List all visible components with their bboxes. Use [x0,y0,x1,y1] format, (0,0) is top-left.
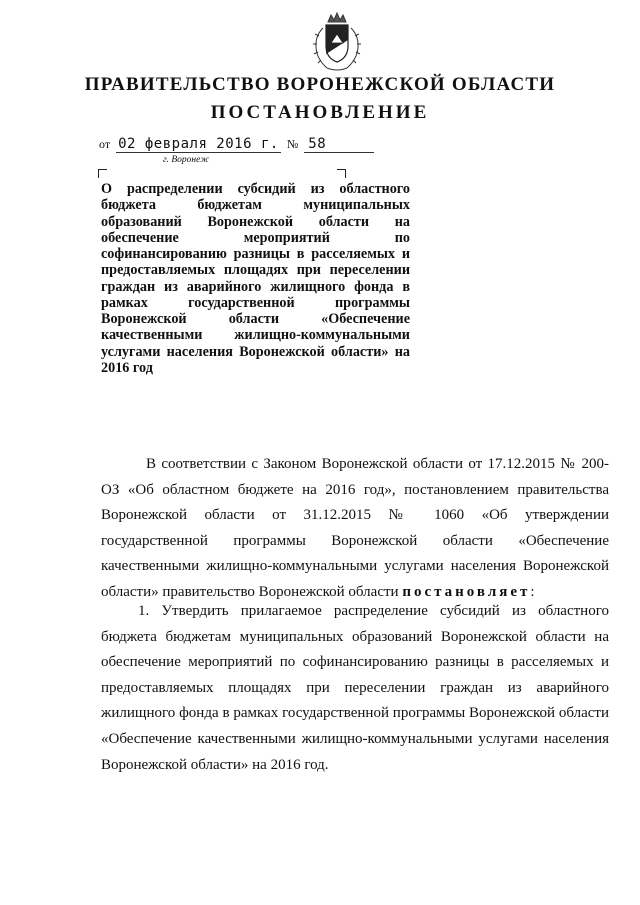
decree-colon: : [530,583,535,600]
preamble-text: В соответствии с Законом Воронежской области от 17.12.2015 № 200-ОЗ «Об областном бюджете на 2016 год», постановлением правительства Воронежской области от 31.12.2015 № 1060 «Об утверждении государственной программы Воронежской области «Обеспечение качественными жилищно-коммунальными услугами населения Воронежской области» правительство Воронежской области [101,456,609,600]
subject-corner-mark-right [337,169,346,178]
document-type-title: ПОСТАНОВЛЕНИЕ [210,102,430,123]
document-subject: О распределении субсидий из областного бюджета бюджетам муниципальных образований Воронежской области на обеспечение мероприятий по софинансированию разницы в расселяемых и предоставляемых площадях при переселении граждан из аварийного жилищного фонда в рамках государственной программы Воронежской области «Обеспечение качественными жилищно-коммунальными услугами населения Воронежской области» на 2016 год [101,181,410,376]
number-label: № [286,137,299,151]
organization-title: ПРАВИТЕЛЬСТВО ВОРОНЕЖСКОЙ ОБЛАСТИ [84,74,556,95]
item-1-paragraph: 1. Утвердить прилагаемое распределение субсидий из областного бюджета бюджетам муниципальных образований Воронежской области на обеспечение мероприятий по софинансированию разницы в расселяемых и предоставляемых площадях при переселении граждан из аварийного жилищного фонда в рамках государственной программы Воронежской области «Обеспечение качественными жилищно-коммунальными услугами населения Воронежской области» на 2016 год. [101,603,609,773]
preamble-paragraph [101,452,609,606]
decree-word: постановляет [402,583,531,600]
subject-corner-mark-left [98,169,107,178]
document-number: 58 [304,136,374,153]
document-date: 02 февраля 2016 г. [118,136,279,152]
dateline [99,136,374,153]
coat-of-arms-icon [307,10,367,74]
date-from-label: от [99,137,111,151]
city-label: г. Воронеж [163,155,209,165]
